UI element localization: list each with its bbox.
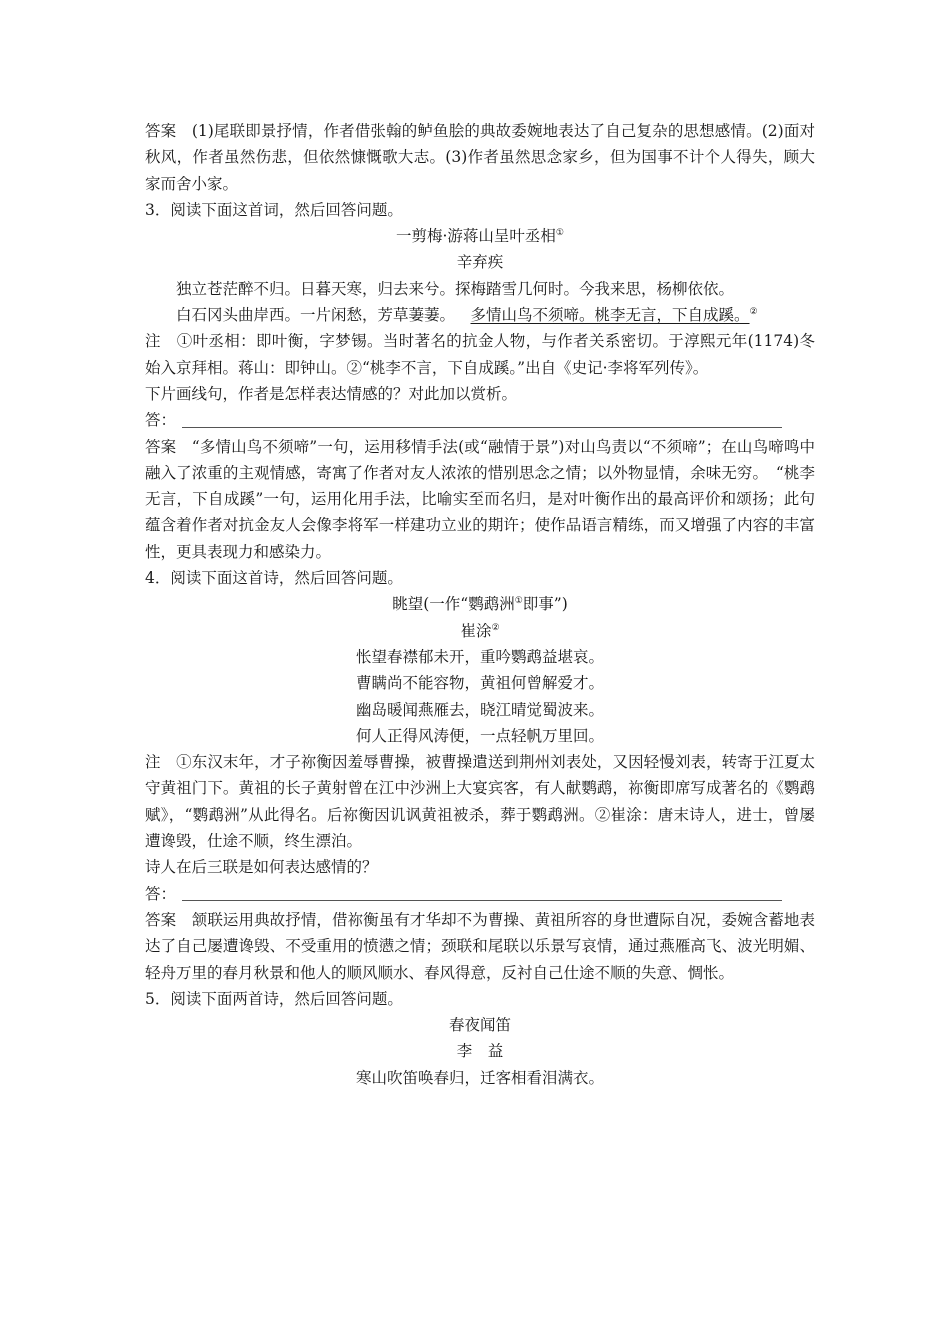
footnote-mark: ① — [514, 596, 523, 607]
answer-blank — [145, 407, 815, 433]
answer-2 — [145, 118, 815, 197]
question-text: 下片画线句，作者是怎样表达情感的？对此加以赏析。 — [145, 384, 518, 403]
poem-line: 曹瞒尚不能容物，黄祖何曾解爱才。 — [355, 674, 604, 693]
question-5-heading: 5．阅读下面两首诗，然后回答问题。 — [145, 989, 403, 1008]
poem-notes: 注 ①叶丞相：即叶衡，字梦锡。当时著名的抗金人物，与作者关系密切。于淳熙元年(1174)冬始入京拜相。蒋山：即钟山。②“桃李不言，下自成蹊。”出自《史记·李将军列传》。 — [145, 332, 815, 377]
footnote-mark: ① — [555, 228, 564, 239]
poem-line: 寒山吹笛唤春归，迁客相看泪满衣。 — [355, 1068, 604, 1087]
document-page — [145, 118, 815, 1091]
answer-text: 颔联运用典故抒情，借祢衡虽有才华却不为曹操、黄祖所容的身世遭际自况，委婉含蓄地表达了自己屡遭谗毁、不受重用的愤懑之情；颈联和尾联以乐景写哀情，通过燕雁高飞、波光明媚、轻舟万里的春月秋景和他人的顺风顺水、春风得意，反衬自己仕途不顺的失意、惆怅。 — [145, 910, 815, 982]
answer-prompt: 答： — [145, 884, 177, 903]
answer-3 — [145, 434, 815, 565]
answer-blank — [145, 881, 815, 907]
question-text: 诗人在后三联是如何表达感情的？ — [145, 858, 378, 877]
question-3-heading: 3．阅读下面这首词，然后回答问题。 — [145, 200, 403, 219]
answer-4 — [145, 907, 815, 986]
poem-line: 幽岛暖闻燕雁去，晓江晴觉蜀波来。 — [355, 700, 604, 719]
footnote-mark: ② — [749, 306, 758, 317]
poem-title: 春夜闻笛 — [448, 1016, 511, 1035]
answer-prompt: 答： — [145, 411, 177, 430]
question-4-heading: 4．阅读下面这首诗，然后回答问题。 — [145, 569, 403, 588]
answer-rule — [182, 900, 782, 901]
poem-line: 白石冈头曲岸西。一片闲愁，芳草萋萋。 多情山鸟不须啼。桃李无言，下自成蹊。② — [176, 306, 758, 325]
answer-text: “多情山鸟不须啼”一句，运用移情手法(或“融情于景”)对山鸟责以“不须啼”；在山鸟啼鸣中融入了浓重的主观情感，寄寓了作者对友人浓浓的惜别思念之情；以外物显情，余味无穷。 “桃李无言，下自成蹊”一句，运用化用手法，比喻实至而名归，是对叶衡作出的最高评价和颂扬；此句蕴含着作者对抗金友人会像李将军一样建功立业的期许；使作品语言精练，而又增强了内容的丰富性，更具表现力和感染力。 — [145, 437, 815, 561]
poem-author: 辛弃疾 — [456, 253, 504, 272]
answer-rule — [182, 427, 782, 428]
poem-line: 独立苍茫醉不归。日暮天寒，归去来兮。探梅踏雪几何时。今我来思，杨柳依依。 — [176, 279, 735, 298]
poem-title: 眺望(一作“鹦鹉洲①即事”) — [392, 595, 568, 614]
underlined-lines: 多情山鸟不须啼。桃李无言，下自成蹊。 — [470, 306, 750, 325]
answer-label: 答案 — [145, 910, 177, 929]
poem-line: 何人正得风涛便，一点轻帆万里回。 — [355, 726, 604, 745]
poem-author: 李 益 — [456, 1042, 504, 1061]
poem-title: 一剪梅·游蒋山呈叶丞相① — [395, 227, 564, 246]
poem-notes: 注 ①东汉末年，才子祢衡因羞辱曹操，被曹操遣送到荆州刘表处，又因轻慢刘表，转寄于江夏太守黄祖门下。黄祖的长子黄射曾在江中沙洲上大宴宾客，有人献鹦鹉，祢衡即席写成著名的《鹦鹉赋》，“鹦鹉洲”从此得名。后祢衡因讥讽黄祖被杀，葬于鹦鹉洲。②崔涂：唐末诗人，进士，曾屡遭谗毁，仕途不顺，终生漂泊。 — [145, 753, 815, 851]
poem-author: 崔涂② — [460, 621, 500, 640]
answer-label: 答案 — [145, 437, 177, 456]
footnote-mark: ② — [491, 622, 500, 633]
answer-label: 答案 — [145, 122, 177, 140]
answer-text: (1)尾联即景抒情，作者借张翰的鲈鱼脍的典故委婉地表达了自己复杂的思想感情。(2)面对秋风，作者虽然伤悲，但依然慷慨歌大志。(3)作者虽然思念家乡，但为国事不计个人得失，顾大家而舍小家。 — [145, 122, 815, 193]
poem-line: 怅望春襟郁未开，重吟鹦鹉益堪哀。 — [355, 647, 604, 666]
